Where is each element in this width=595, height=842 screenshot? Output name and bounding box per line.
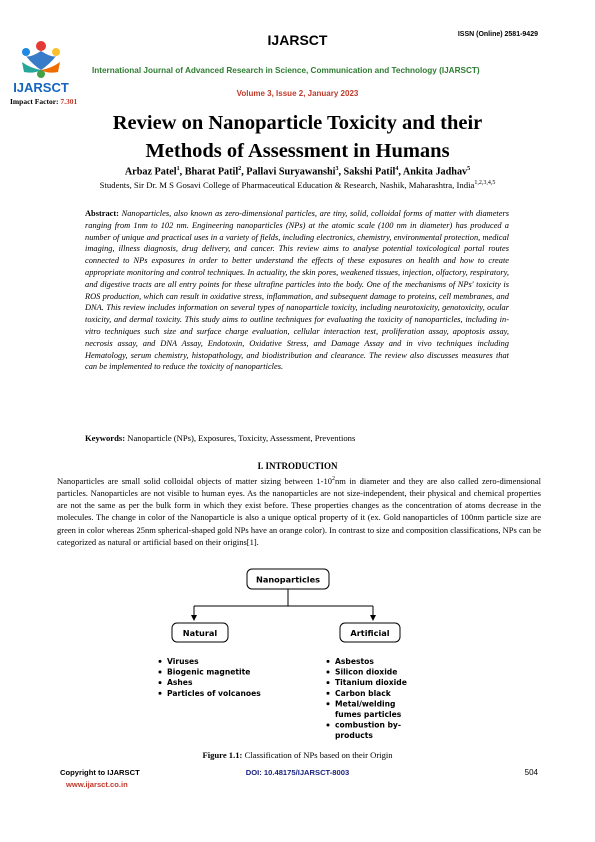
affiliation [0, 180, 595, 190]
journal-short-name: IJARSCT [267, 32, 328, 48]
natural-node-label: Natural [182, 628, 218, 638]
figure-caption-text: Classification of NPs based on their Origin [244, 750, 393, 760]
intro-text-b: nm in diameter and they are also called zero-dimensional particles. Nanoparticles are not visible to human eyes. As the nanoparticles are not size-independent, their physical and chemical properties are not the same as per the bulk form in which they exist before. These properties changes as the concentration of atoms decrease in the molecules. The change in color of the Nanoparticle is also a unique optical property of it (ex. Gold nanoparticles of 100nm particle size are green in color whereas 25nm spherical-shaped gold NPs have an orange color). In contrast to size and composition classifications, NPs can be categorized as natural or artificial based on their origins[1]. [57, 475, 541, 547]
journal-full-title: International Journal of Advanced Research in Science, Communication and Technology (IJARSCT) [92, 66, 480, 75]
author-name: Pallavi Suryawanshi [246, 166, 336, 178]
keywords-text: Nanoparticle (NPs), Exposures, Toxicity, Assessment, Preventions [127, 433, 356, 443]
affiliation-sup: 1,2,3,4,5 [474, 180, 496, 187]
footer-doi-link[interactable]: DOI: 10.48175/IJARSCT-8003 [245, 768, 350, 777]
paper-title-line-1: Review on Nanoparticle Toxicity and their [112, 112, 483, 134]
author-sup: 3 [335, 166, 339, 172]
natural-bullet [159, 692, 162, 695]
paper-title-line-2: Methods of Assessment in Humans [145, 140, 450, 162]
footer-copyright: Copyright to IJARSCT [60, 768, 140, 777]
author-sup: 1 [176, 166, 180, 172]
natural-item: Biogenic magnetite [167, 667, 251, 677]
page-number: 504 [524, 768, 538, 777]
author-sup: 4 [395, 166, 399, 172]
natural-bullet [159, 671, 162, 674]
natural-item: Particles of volcanoes [167, 688, 261, 698]
author-list: Arbaz Patel$^1$, Bharat Patil$^2$, Pallavi Suryawanshi$^3$, Sakshi Patil$^4$, Ankita Jadhav$^5$ [124, 166, 471, 178]
natural-item-list [159, 657, 262, 698]
author-name: Ankita Jadhav [402, 166, 468, 178]
artificial-item: products [335, 731, 373, 741]
impact-factor [10, 97, 77, 106]
impact-factor-value: 7.301 [60, 97, 78, 106]
issn: ISSN (Online) 2581-9429 [457, 31, 538, 38]
abstract-text: Nanoparticles, also known as zero-dimensional particles, are tiny, solid, colloidal forms of matter with diameters ranging from 1nm to 102 nm. Engineering nanoparticles (NPs) at the atomic scale (100 nm in diameter) has produced a number of unique and practical uses in a variety of fields, including electronics, chemistry, environmental protection, medical imaging, illness diagnosis, drug delivery, and cancer. This review aims to analyse potential toxicological portal routes connected to NPs exposures in order to better understand the effects of these exposures on health and how to create appropriate monitoring and control techniques. In actuality, the skin pores, weakened tissues, injection, olfactory, respiratory, and digestive tracts are all entry points for these ultrafine particles into the body. One of the mechanisms of NPs' toxicity is ROS production, which can result in oxidative stress, inflammation, and subsequent damage to proteins, cell membranes, and DNA. This review includes information on several types of nanoparticle toxicity, including neurotoxicity, genotoxicity, ocular toxicity, and dermal toxicity. This study aims to outline techniques for evaluating the toxicity of nanoparticles, including in-vitro techniques such size and surface charge evaluation, cellular interaction test, proliferation assay, apoptosis assay, necrosis assay, and DNA Assay, Endotoxin, Oxidative Stress, and Damage Assay and in vivo techniques including Hematology, serum chemistry, histopathology, and biodistribution and clearance. The review also discusses measures that can be implemented to reduce the toxicity of nanoparticles. [85, 209, 509, 372]
figure-caption-label: Figure 1.1: [202, 750, 243, 760]
author-name: Bharat Patil [184, 166, 239, 178]
intro-paragraph [57, 473, 541, 548]
natural-bullet [159, 660, 162, 663]
abstract [85, 208, 509, 373]
artificial-item: Titanium dioxide [335, 678, 407, 688]
artificial-bullet [327, 660, 330, 663]
classification-diagram [150, 566, 455, 746]
classification-figure [150, 566, 455, 746]
paper-title [60, 109, 535, 165]
figure-caption [0, 750, 595, 760]
intro-text-sup: 2 [332, 476, 335, 482]
impact-factor-label: Impact Factor: [10, 97, 59, 106]
footer-website-link[interactable]: www.ijarsct.co.in [66, 780, 128, 789]
artificial-node-label: Artificial [350, 628, 390, 638]
root-node-label: Nanoparticles [255, 574, 321, 585]
author-name: Sakshi Patil [343, 166, 396, 178]
artificial-bullet [327, 702, 330, 705]
artificial-item: Asbestos [335, 657, 374, 666]
keywords-label: Keywords: [85, 433, 126, 443]
artificial-item-list [327, 657, 407, 740]
logo-text: IJARSCT [13, 80, 69, 95]
artificial-bullet [327, 724, 330, 727]
artificial-item: fumes particles [335, 710, 402, 719]
abstract-label: Abstract: [85, 209, 119, 218]
artificial-bullet [327, 692, 330, 695]
artificial-item: Metal/welding [335, 699, 396, 709]
natural-item: Ashes [167, 678, 193, 688]
artificial-bullet [327, 681, 330, 684]
section-heading: I. INTRODUCTION [257, 461, 338, 471]
keywords [85, 433, 525, 443]
artificial-bullet [327, 671, 330, 674]
artificial-item: combustion by- [335, 720, 402, 730]
artificial-item: Carbon black [335, 688, 391, 698]
intro-text-a: Nanoparticles are small solid colloidal objects of matter sizing between 1-10 [57, 475, 332, 486]
volume-issue: Volume 3, Issue 2, January 2023 [236, 89, 359, 98]
author-name: Arbaz Patel [124, 166, 177, 178]
artificial-item: Silicon dioxide [335, 667, 398, 677]
natural-bullet [159, 681, 162, 684]
author-sup: 5 [467, 166, 471, 172]
author-sup: 2 [238, 166, 242, 172]
natural-item: Viruses [167, 657, 199, 666]
affiliation-text: Students, Sir Dr. M S Gosavi College of Pharmaceutical Education & Research, Nashik, Maharashtra, India [99, 180, 475, 190]
